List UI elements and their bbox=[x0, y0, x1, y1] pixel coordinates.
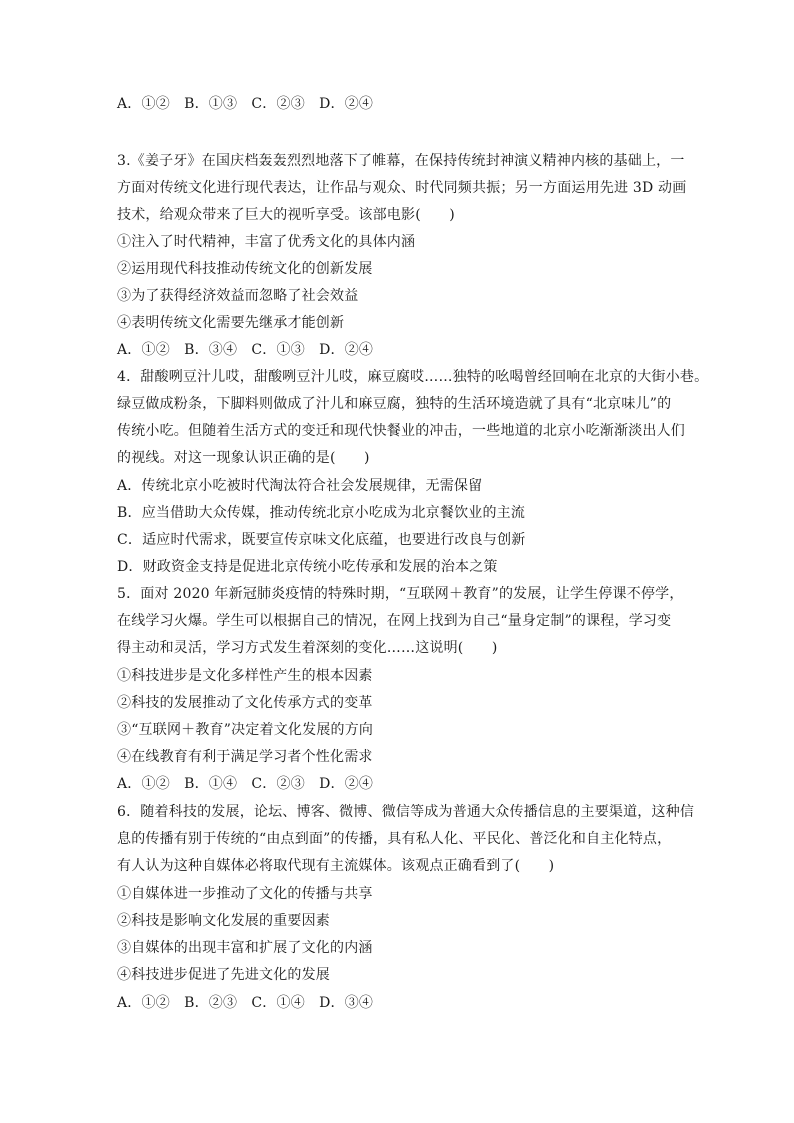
q5-option-1: ①科技进步是文化多样性产生的根本因素 bbox=[117, 668, 373, 684]
q5-option-3: ③“互联网＋教育”决定着文化发展的方向 bbox=[117, 722, 374, 738]
q6-stem-line-1: 6．随着科技的发展，论坛、博客、微博、微信等成为普通大众传播信息的主要渠道，这种信 bbox=[117, 804, 695, 820]
q3-option-4: ④表明传统文化需要先继承才能创新 bbox=[117, 315, 345, 331]
q4-option-c: C．适应时代需求，既要宣传京味文化底蕴，也要进行改良与创新 bbox=[117, 532, 526, 548]
q6-option-1: ①自媒体进一步推动了文化的传播与共享 bbox=[117, 886, 373, 902]
q6-option-2: ②科技是影响文化发展的重要因素 bbox=[117, 913, 330, 929]
q4-stem-line-4: 的视线。对这一现象认识正确的是( ) bbox=[117, 450, 370, 466]
q3-stem-line-2: 方面对传统文化进行现代表达，让作品与观众、时代同频共振；另一方面运用先进 3D 动画 bbox=[117, 180, 687, 196]
q6-option-3: ③自媒体的出现丰富和扩展了文化的内涵 bbox=[117, 940, 373, 956]
q2-answer-choices: A．①② B．①③ C．②③ D．②④ bbox=[117, 96, 374, 112]
q4-option-d: D．财政资金支持是促进北京传统小吃传承和发展的治本之策 bbox=[117, 559, 498, 575]
q3-stem-line-3: 技术，给观众带来了巨大的视听享受。该部电影( ) bbox=[117, 207, 455, 223]
q4-stem-line-1: 4．甜酸咧豆汁儿哎，甜酸咧豆汁儿哎，麻豆腐哎……独特的吆喝曾经回响在北京的大街小巷。 bbox=[117, 369, 709, 385]
q3-option-3: ③为了获得经济效益而忽略了社会效益 bbox=[117, 288, 359, 304]
q4-option-b: B．应当借助大众传媒，推动传统北京小吃成为北京餐饮业的主流 bbox=[117, 505, 526, 521]
q4-option-a: A．传统北京小吃被时代淘汰符合社会发展规律，无需保留 bbox=[117, 478, 483, 494]
q5-stem-line-3: 得主动和灵活，学习方式发生着深刻的变化……这说明( ) bbox=[117, 640, 498, 656]
q3-answer-choices: A．①② B．③④ C．①③ D．②④ bbox=[117, 342, 374, 358]
q3-option-2: ②运用现代科技推动传统文化的创新发展 bbox=[117, 261, 373, 277]
q6-stem-line-2: 息的传播有别于传统的“由点到面”的传播，具有私人化、平民化、普泛化和自主化特点， bbox=[117, 831, 672, 847]
q5-stem-line-2: 在线学习火爆。学生可以根据自己的情况，在网上找到为自己“量身定制”的课程，学习变 bbox=[117, 613, 672, 629]
q5-option-4: ④在线教育有利于满足学习者个性化需求 bbox=[117, 749, 373, 765]
q4-stem-line-2: 绿豆做成粉条，下脚料则做成了汁儿和麻豆腐，独特的生活环境造就了具有“北京味儿”的 bbox=[117, 396, 672, 412]
q5-answer-choices: A．①② B．①④ C．②③ D．②④ bbox=[117, 776, 374, 792]
q5-option-2: ②科技的发展推动了文化传承方式的变革 bbox=[117, 695, 373, 711]
q6-stem-line-3: 有人认为这种自媒体必将取代现有主流媒体。该观点正确看到了( ) bbox=[117, 858, 555, 874]
q4-stem-line-3: 传统小吃。但随着生活方式的变迁和现代快餐业的冲击，一些地道的北京小吃渐渐淡出人们 bbox=[117, 423, 685, 439]
q5-stem-line-1: 5．面对 2020 年新冠肺炎疫情的特殊时期，“互联网＋教育”的发展，让学生停课不停学， bbox=[117, 586, 684, 602]
q3-option-1: ①注入了时代精神，丰富了优秀文化的具体内涵 bbox=[117, 234, 416, 250]
q3-stem-line-1: 3.《姜子牙》在国庆档轰轰烈烈地落下了帷幕，在保持传统封神演义精神内核的基础上，一 bbox=[117, 153, 685, 169]
q6-option-4: ④科技进步促进了先进文化的发展 bbox=[117, 967, 330, 983]
q6-answer-choices: A．①② B．②③ C．①④ D．③④ bbox=[117, 995, 374, 1011]
